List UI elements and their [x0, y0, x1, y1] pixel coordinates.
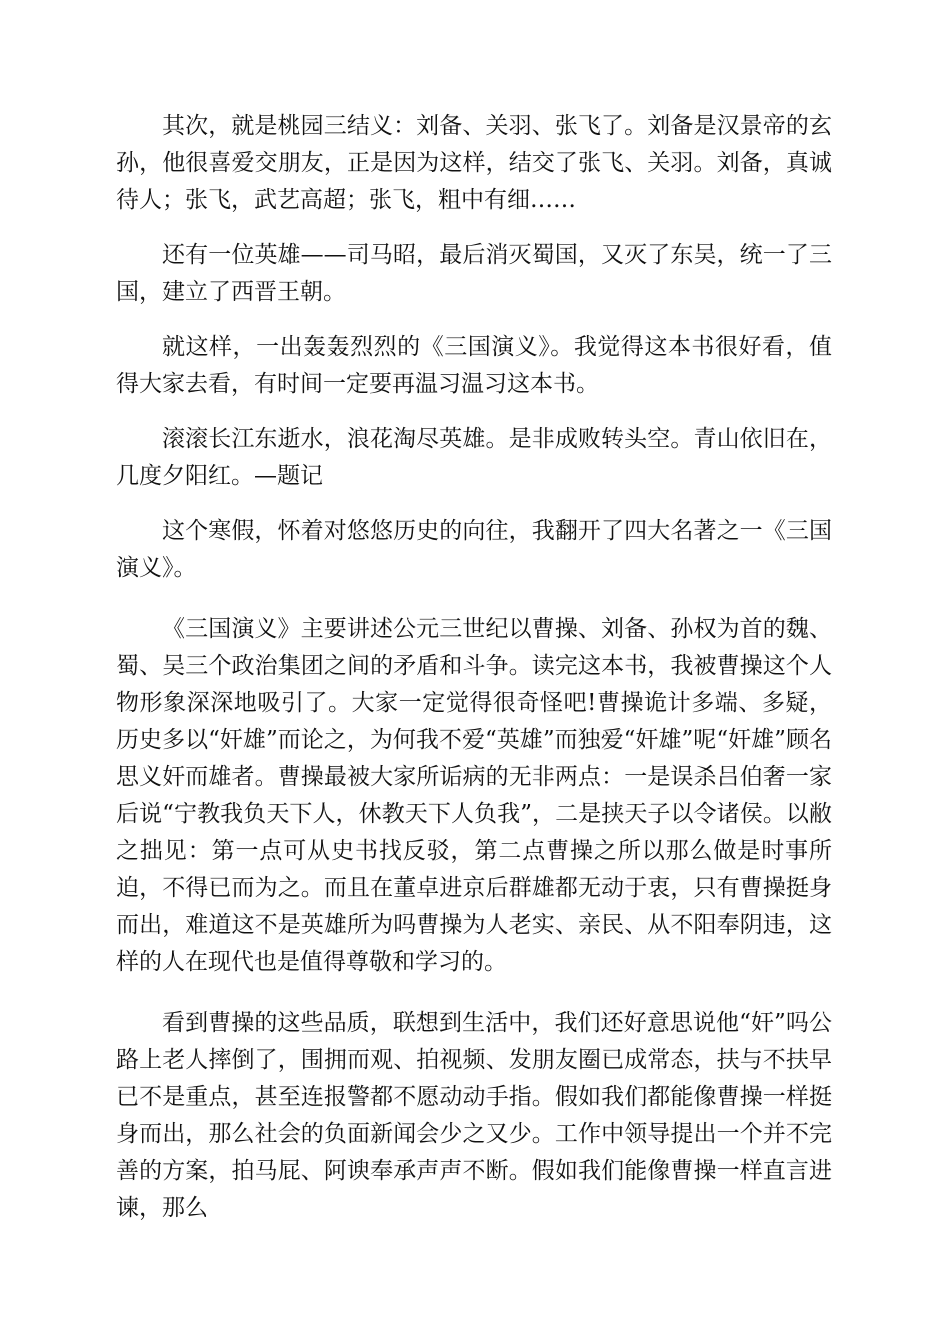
paragraph-peach-garden-oath: 其次，就是桃园三结义：刘备、关羽、张飞了。刘备是汉景帝的玄孙，他很喜爱交朋友，正是因为这样，结交了张飞、关羽。刘备，真诚待人；张飞，武艺高超；张飞，粗中有细…… — [116, 113, 832, 213]
paragraph-modern-reflection: 看到曹操的这些品质，联想到生活中，我们还好意思说他“奸”吗公路上老人摔倒了，围拥而观、拍视频、发朋友圈已成常态，扶与不扶早已不是重点，甚至连报警都不愿动动手指。假如我们都能像曹操一样挺身而出，那么社会的负面新闻会少之又少。工作中领导提出一个并不完善的方案，拍马屁、阿谀奉承声声不断。假如我们能像曹操一样直言进谏，那么 — [116, 1010, 832, 1221]
paragraph-sima-zhao: 还有一位英雄——司马昭，最后消灭蜀国，又灭了东吴，统一了三国，建立了西晋王朝。 — [116, 242, 832, 305]
paragraph-winter-break: 这个寒假，怀着对悠悠历史的向往，我翻开了四大名著之一《三国演义》。 — [116, 518, 832, 581]
paragraph-epigraph: 滚滚长江东逝水，浪花淘尽英雄。是非成败转头空。青山依旧在，几度夕阳红。—题记 — [116, 426, 832, 489]
paragraph-recommendation: 就这样，一出轰轰烈烈的《三国演义》。我觉得这本书很好看，值得大家去看，有时间一定要再温习温习这本书。 — [116, 334, 832, 397]
document-page — [116, 108, 832, 1227]
paragraph-cao-cao-analysis: 《三国演义》主要讲述公元三世纪以曹操、刘备、孙权为首的魏、蜀、吴三个政治集团之间的矛盾和斗争。读完这本书，我被曹操这个人物形象深深地吸引了。大家一定觉得很奇怪吧!曹操诡计多端、多疑，历史多以“奸雄”而论之，为何我不爱“英雄”而独爱“奸雄”呢“奸雄”顾名思义奸而雄者。曹操最被大家所诟病的无非两点：一是误杀吕伯奢一家后说“宁教我负天下人，休教天下人负我”，二是挟天子以令诸侯。以敝之拙见：第一点可从史书找反驳，第二点曹操之所以那么做是时事所迫，不得已而为之。而且在董卓进京后群雄都无动于衷，只有曹操挺身而出，难道这不是英雄所为吗曹操为人老实、亲民、从不阳奉阴违，这样的人在现代也是值得尊敬和学习的。 — [116, 616, 832, 975]
